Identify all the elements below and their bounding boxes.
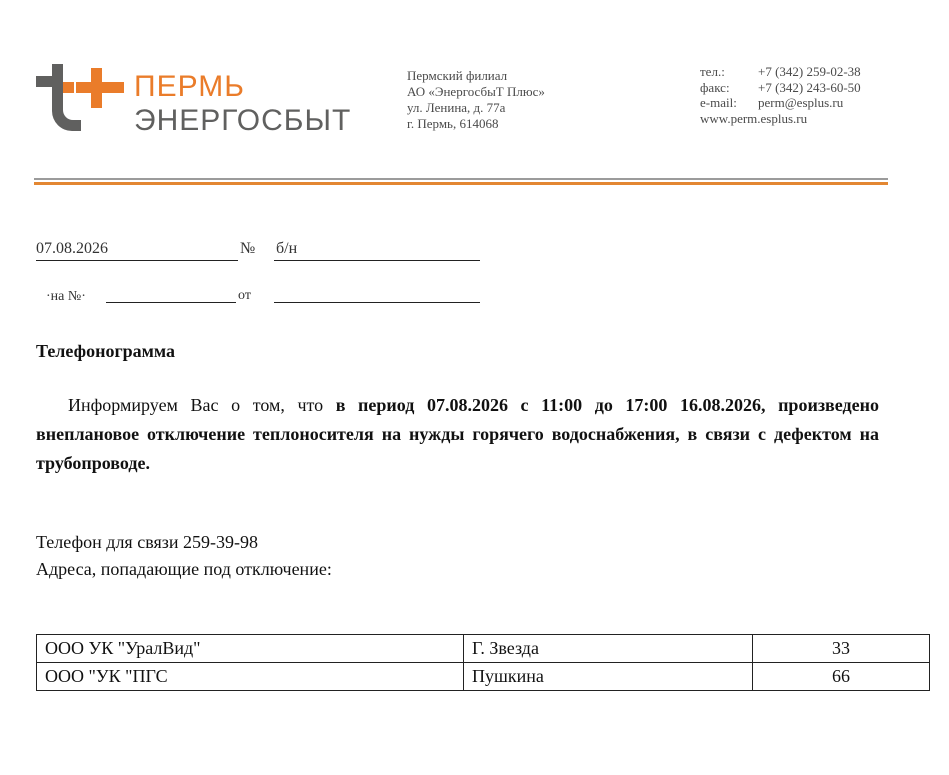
reference-number-underline [106, 302, 236, 303]
number-sign: № [240, 240, 256, 257]
fax-label: факс: [700, 79, 730, 95]
document-title: Телефонограмма [36, 341, 176, 361]
address-line: АО «ЭнергосбыТ Плюс» [407, 84, 545, 99]
address-line: г. Пермь, 614068 [407, 116, 499, 131]
logo-line-2: ЭНЕРГОСБЫТ [134, 104, 352, 137]
contacts-block [700, 64, 861, 126]
notice-intro: Информируем Вас о том, что [68, 395, 336, 415]
fax-value: +7 (342) 243-60-50 [758, 79, 861, 95]
document-date: 07.08.2026 [36, 240, 108, 257]
table-row [37, 635, 930, 663]
energosbyt-logo-icon [34, 62, 126, 140]
email-label: e-mail: [700, 95, 737, 110]
reference-date-underline [274, 302, 480, 303]
date-underline [36, 260, 238, 261]
number-underline [274, 260, 480, 261]
contact-info [36, 529, 332, 583]
addresses-heading: Адреса, попадающие под отключение: [36, 559, 332, 579]
company-logo [34, 60, 352, 145]
document-number: б/н [276, 240, 298, 257]
street-cell: Г. Звезда [464, 635, 753, 663]
tel-label: тел.: [700, 64, 725, 79]
org-cell: ООО УК "УралВид" [37, 635, 464, 663]
tel-value: +7 (342) 259-02-38 [758, 64, 861, 79]
logo-line-1: ПЕРМЬ [134, 70, 245, 103]
table-row [37, 663, 930, 691]
reference-label: ·на №· [46, 289, 86, 304]
header-divider-orange [34, 182, 888, 185]
notice-paragraph [36, 391, 879, 478]
branch-address [407, 68, 545, 132]
addresses-table [36, 634, 930, 691]
contact-phone: Телефон для связи 259-39-98 [36, 532, 258, 552]
address-line: ул. Ленина, д. 77а [407, 100, 506, 115]
org-cell: ООО "УК "ПГС [37, 663, 464, 691]
reference-from-label: от [238, 288, 251, 303]
address-line: Пермский филиал [407, 68, 508, 83]
street-cell: Пушкина [464, 663, 753, 691]
house-cell: 66 [753, 663, 930, 691]
header-divider-gray [34, 178, 888, 180]
notice-details: в период 07.08.2026 с 11:00 до 17:00 16.08.2026, произведено внеплановое отключение теплоносителя на нужды горячего водоснабжения, в связи с дефектом на трубопроводе. [36, 395, 879, 473]
house-cell: 33 [753, 635, 930, 663]
email-link[interactable]: perm@esplus.ru [758, 95, 844, 110]
website-link[interactable]: www.perm.esplus.ru [700, 110, 808, 126]
